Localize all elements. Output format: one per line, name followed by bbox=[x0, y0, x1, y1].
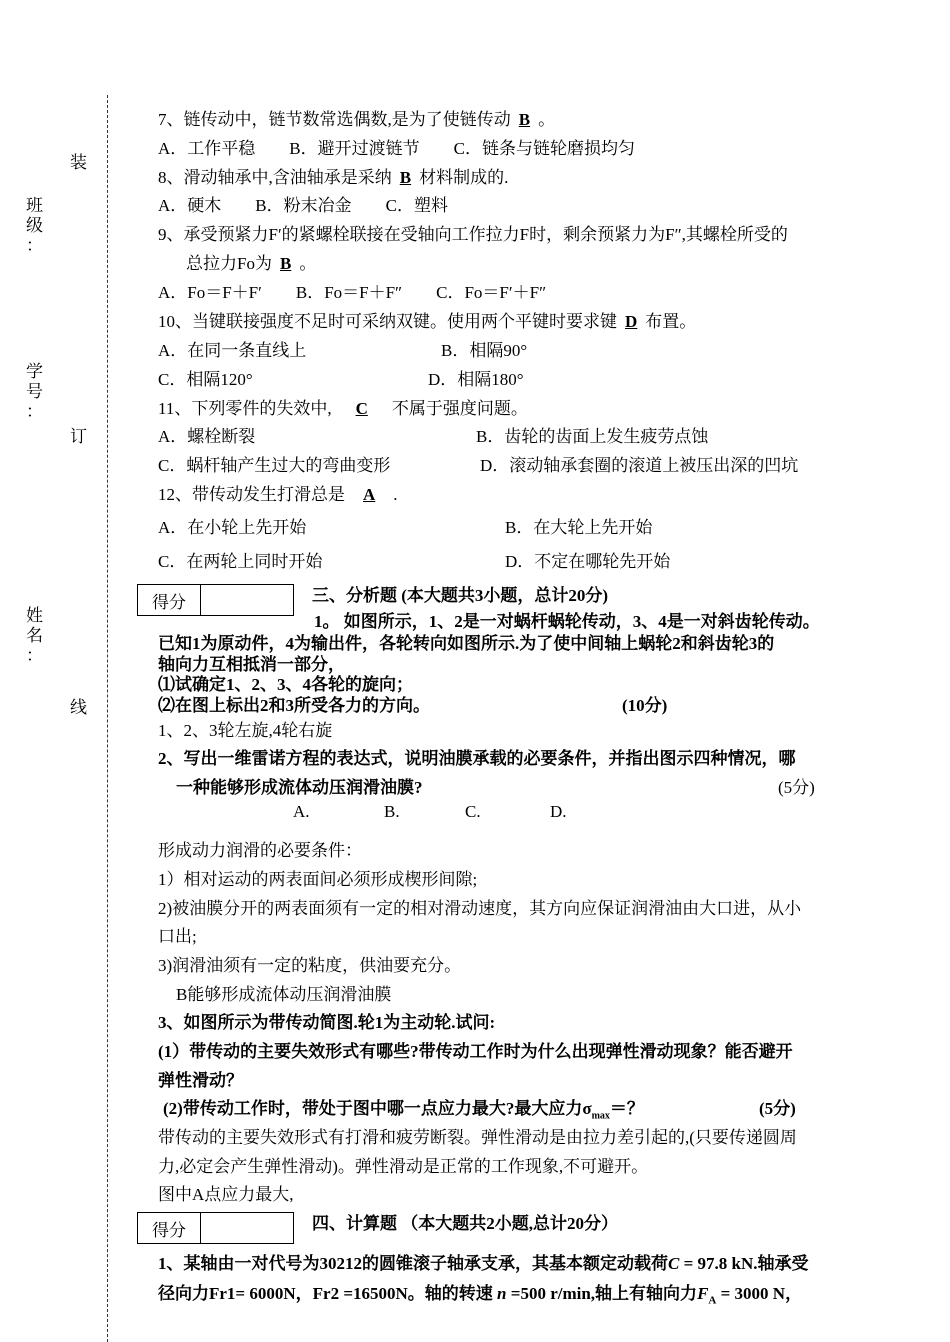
s3-p2-answer-0: 形成动力润滑的必要条件： bbox=[158, 841, 362, 860]
s3-p3-q2 bbox=[163, 1094, 644, 1121]
q12-suffix: . bbox=[393, 485, 398, 504]
q10-option-c: C．相隔120° bbox=[158, 370, 253, 389]
s3-p2-answer-3: 3)润滑油须有一定的粘度，供油要充分。 bbox=[158, 956, 462, 975]
s3-p3-q2-sub: max bbox=[591, 1110, 610, 1122]
s3-p1-line1: 1。 如图所示，1、2是一对蜗杆蜗轮传动，3、4是一对斜齿轮传动。 bbox=[314, 612, 820, 631]
q11-option-b: B．齿轮的齿面上发生疲劳点蚀 bbox=[476, 427, 709, 446]
margin-class-label bbox=[26, 196, 46, 256]
s3-p3-answer-3: 图中A点应力最大, bbox=[158, 1185, 294, 1204]
s3-p2-line1: 2、写出一维雷诺方程的表达式，说明油膜承载的必要条件，并指出图示四种情况，哪 bbox=[158, 749, 796, 768]
name-label-colon: ： bbox=[26, 646, 43, 665]
s3-p2-answer-4: B能够形成流体动压润滑油膜 bbox=[176, 985, 392, 1004]
question-7 bbox=[158, 105, 555, 130]
id-label-text: 学号 bbox=[26, 362, 43, 401]
question-11 bbox=[158, 394, 528, 419]
question-8 bbox=[158, 163, 508, 188]
score-input-2[interactable] bbox=[201, 1213, 293, 1243]
s3-p2-option-a: A. bbox=[293, 802, 310, 821]
s4-line2-end: = 3000 N， bbox=[716, 1284, 803, 1303]
question-9 bbox=[186, 249, 316, 274]
s3-p3-score: (5分) bbox=[759, 1099, 796, 1118]
q10-option-d: D．相隔180° bbox=[428, 370, 524, 389]
s3-p1-score: (10分) bbox=[622, 696, 668, 715]
q10-text: 10、当键联接强度不足时可采纳双键。使用两个平键时要求键 bbox=[158, 312, 617, 331]
q10-option-a: A．在同一条直线上 bbox=[158, 341, 307, 360]
class-label-text: 班级 bbox=[26, 196, 43, 235]
s3-p1-answer: 1、2、3轮左旋,4轮右旋 bbox=[158, 721, 333, 740]
margin-zhuang: 装 bbox=[70, 153, 87, 172]
margin-xian: 线 bbox=[70, 698, 87, 717]
q7-suffix: 。 bbox=[538, 110, 556, 129]
q11-suffix: 不属于强度问题。 bbox=[391, 399, 528, 418]
question-12 bbox=[158, 480, 398, 505]
s3-p2-option-b: B. bbox=[384, 802, 400, 821]
s3-p2-answer-1: 1）相对运动的两表面间必须形成楔形间隙; bbox=[158, 870, 478, 889]
s4-line2-var-f: F bbox=[697, 1284, 709, 1303]
q12-option-b: B．在大轮上先开始 bbox=[505, 518, 653, 537]
q12-text: 12、带传动发生打滑总是 bbox=[158, 485, 345, 504]
s4-line2-var-n: n bbox=[497, 1284, 507, 1303]
s4-line1-end: = 97.8 kN.轴承受 bbox=[679, 1254, 809, 1273]
q9-suffix: 。 bbox=[299, 254, 317, 273]
q8-answer: B bbox=[399, 168, 412, 187]
s3-p2-answer-2b: 口出; bbox=[158, 927, 197, 946]
s3-p2-score: (5分) bbox=[778, 778, 815, 797]
section-4-title: 四、计算题 （本大题共2小题,总计20分） bbox=[312, 1214, 618, 1233]
q12-option-c: C．在两轮上同时开始 bbox=[158, 552, 323, 571]
s3-p1-item-1: ⑴试确定1、2、3、4各轮的旋向； bbox=[158, 675, 413, 694]
s4-line2-mid: =500 r/min,轴上有轴向力 bbox=[506, 1284, 698, 1303]
q9-answer: B bbox=[279, 254, 292, 273]
s4-line1 bbox=[158, 1249, 809, 1274]
margin-name-label bbox=[26, 606, 46, 666]
binding-line bbox=[107, 95, 108, 1342]
margin-ding: 订 bbox=[70, 427, 87, 446]
s3-p3-answer-2: 力,必定会产生弹性滑动)。弹性滑动是正常的工作现象,不可避开。 bbox=[158, 1157, 649, 1176]
q10-option-b: B．相隔90° bbox=[441, 341, 528, 360]
question-10 bbox=[158, 307, 696, 332]
q8-options: A．硬木 B．粉末冶金 C．塑料 bbox=[158, 196, 448, 215]
s3-p2-answer-2a: 2)被油膜分开的两表面须有一定的相对滑动速度，其方向应保证润滑油由大口进，从小 bbox=[158, 899, 802, 918]
s4-line2-sub: A bbox=[708, 1294, 717, 1307]
q8-suffix: 材料制成的. bbox=[419, 168, 509, 187]
q11-option-c: C．蜗杆轴产生过大的弯曲变形 bbox=[158, 456, 391, 475]
q12-option-d: D．不定在哪轮先开始 bbox=[505, 552, 671, 571]
score-label-2: 得分 bbox=[138, 1213, 201, 1243]
s3-p3-answer-1: 带传动的主要失效形式有打滑和疲劳断裂。弹性滑动是由拉力差引起的,(只要传递圆周 bbox=[158, 1128, 797, 1147]
q10-answer: D bbox=[625, 312, 638, 331]
margin-id-label bbox=[26, 362, 46, 422]
q12-option-a: A．在小轮上先开始 bbox=[158, 518, 307, 537]
score-label: 得分 bbox=[138, 585, 201, 615]
q11-option-a: A．螺栓断裂 bbox=[158, 427, 256, 446]
s4-line2 bbox=[158, 1279, 802, 1306]
q11-option-d: D．滚动轴承套圈的滚道上被压出深的凹坑 bbox=[480, 456, 799, 475]
s3-p3-q2-text: (2)带传动工作时，带处于图中哪一点应力最大?最大应力σ bbox=[163, 1099, 592, 1118]
id-label-colon: ： bbox=[26, 402, 43, 421]
s4-line1-text: 1、某轴由一对代号为30212的圆锥滚子轴承支承，其基本额定动载荷 bbox=[158, 1254, 668, 1273]
score-input[interactable] bbox=[201, 585, 293, 615]
s3-p1-line2: 已知1为原动件，4为输出件，各轮转向如图所示.为了使中间轴上蜗轮2和斜齿轮3的 bbox=[158, 634, 775, 653]
q7-answer: B bbox=[518, 110, 531, 129]
q10-suffix: 布置。 bbox=[645, 312, 697, 331]
score-box-section-4 bbox=[137, 1212, 294, 1244]
s4-line1-var: C bbox=[668, 1254, 680, 1273]
q11-answer: C bbox=[355, 399, 368, 418]
q7-options: A．工作平稳 B．避开过渡链节 C．链条与链轮磨损均匀 bbox=[158, 139, 635, 158]
section-3-title: 三、分析题 (本大题共3小题，总计20分) bbox=[312, 586, 609, 605]
s4-line2-text: 径向力Fr1= 6000N，Fr2 =16500N。轴的转速 bbox=[158, 1284, 498, 1303]
q8-text: 8、滑动轴承中,含油轴承是采纳 bbox=[158, 168, 392, 187]
s3-p2-line2: 一种能够形成流体动压润滑油膜? bbox=[176, 778, 423, 797]
name-label-text: 姓名 bbox=[26, 606, 43, 645]
class-label-colon: ： bbox=[26, 236, 43, 255]
s3-p2-option-c: C. bbox=[465, 802, 481, 821]
q9-options: A．Fo＝F＋F′ B．Fo＝F＋F″ C．Fo＝F′＋F″ bbox=[158, 283, 547, 302]
q7-text: 7、链传动中，链节数常选偶数,是为了使链传动 bbox=[158, 110, 511, 129]
q12-answer: A bbox=[363, 485, 376, 504]
q9-line1: 9、承受预紧力F′的紧螺栓联接在受轴向工作拉力F时，剩余预紧力为F″,其螺栓所受的 bbox=[158, 225, 788, 244]
s3-p1-item-2: ⑵在图上标出2和3所受各力的方向。 bbox=[158, 696, 430, 715]
s3-p2-option-d: D. bbox=[550, 802, 567, 821]
s3-p3-q2-end: ＝？ bbox=[609, 1099, 644, 1118]
s3-p3-q1a: (1）带传动的主要失效形式有哪些?带传动工作时为什么出现弹性滑动现象？能否避开 bbox=[158, 1042, 793, 1061]
s3-p1-line3: 轴向力互相抵消一部分， bbox=[158, 655, 345, 674]
s3-p3-q1b: 弹性滑动？ bbox=[158, 1071, 243, 1090]
score-box-section-3 bbox=[137, 584, 294, 616]
q11-text: 11、下列零件的失效中, bbox=[158, 399, 332, 418]
q9-text: 总拉力Fo为 bbox=[186, 254, 272, 273]
s3-p3-line1: 3、如图所示为带传动简图.轮1为主动轮.试问: bbox=[158, 1013, 496, 1032]
